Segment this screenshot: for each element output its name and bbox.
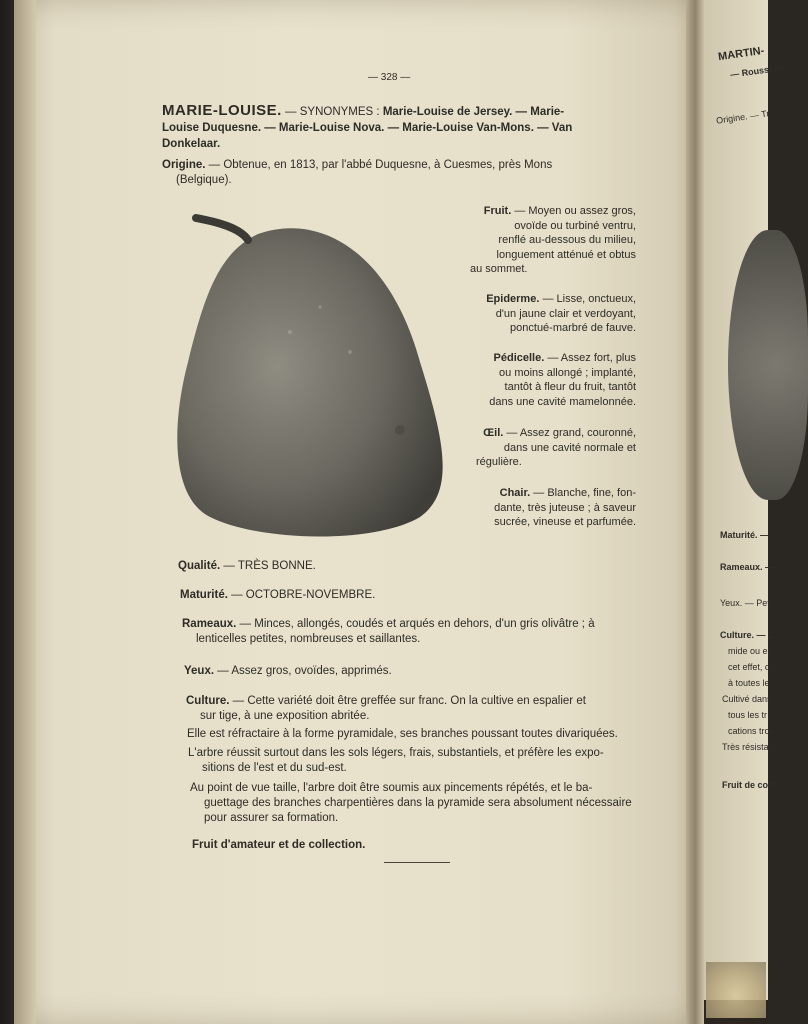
origine-label: Origine.: [162, 159, 206, 171]
culture-label: Culture.: [186, 695, 230, 707]
oeil-description: [450, 426, 636, 470]
rameaux-line-1: — Minces, allongés, coudés et arqués en dehors, d'un gris olivâtre ; à: [236, 618, 595, 630]
oeil-line: régulière.: [476, 456, 522, 468]
next-page-culture-label: Culture. — L: [720, 630, 774, 640]
next-page-origine: Origine. — Tr: [715, 108, 770, 126]
fruit-line: renflé au-dessous du milieu,: [498, 234, 636, 246]
next-page-culture-line: mide ou en: [728, 646, 773, 656]
oeil-label: Œil.: [483, 427, 504, 439]
end-rule: [384, 862, 450, 863]
synonyms-line-3: Donkelaar.: [162, 138, 221, 150]
next-page-title: MARTIN-: [717, 44, 766, 64]
pedicelle-description: [450, 351, 636, 409]
culture-p4-line-2: guettage des branches charpentières dans la pyramide sera absolument nécessaire: [204, 797, 632, 809]
pedicelle-line: ou moins allongé ; implanté,: [499, 366, 636, 379]
fruit-line: — Moyen ou assez gros,: [511, 205, 636, 217]
rameaux-line-2: lenticelles petites, nombreuses et saillantes.: [196, 633, 421, 645]
next-page-culture-line: cet effet, o: [728, 662, 770, 672]
origine-line-2: (Belgique).: [176, 174, 232, 186]
book-page-right: [704, 0, 785, 1000]
next-page-fruit: Fruit de com: [722, 780, 777, 790]
maturite-text: — OCTOBRE-NOVEMBRE.: [227, 589, 376, 601]
entry-header: [162, 103, 622, 152]
next-page-yeux: Yeux. — Peti: [720, 598, 772, 608]
rameaux-paragraph: [182, 617, 642, 647]
epiderme-line: ponctué-marbré de fauve.: [510, 322, 636, 334]
fruit-line: ovoïde ou turbiné ventru,: [514, 219, 636, 232]
chair-line: — Blanche, fine, fon-: [530, 487, 636, 499]
page-number: — 328 —: [368, 72, 411, 83]
yeux-text: — Assez gros, ovoïdes, apprimés.: [214, 665, 392, 677]
culture-line-2: sur tige, à une exposition abritée.: [200, 710, 370, 722]
next-page-culture-line: Très résistan: [722, 742, 774, 752]
chair-line: dante, très juteuse ; à saveur: [494, 501, 636, 514]
fruit-description: [450, 204, 636, 277]
pear-illustration: [170, 212, 460, 542]
next-page-maturite: Maturité. —: [720, 530, 770, 540]
entry-title: MARIE-LOUISE.: [162, 102, 282, 119]
page-edge: [14, 0, 36, 1024]
qualite-label: Qualité.: [178, 560, 221, 572]
pedicelle-line: dans une cavité mamelonnée.: [489, 395, 636, 408]
fruit-label: Fruit.: [483, 205, 512, 217]
origine-line-1: — Obtenue, en 1813, par l'abbé Duquesne, à Cuesmes, près Mons: [205, 159, 553, 171]
maturite-label: Maturité.: [180, 589, 228, 601]
fruit-line: au sommet.: [470, 263, 528, 275]
oeil-line: — Assez grand, couronné,: [503, 427, 636, 439]
rameaux-label: Rameaux.: [182, 618, 237, 630]
next-page-subtitle: — Rousselet: [729, 62, 785, 80]
yeux-line: [184, 664, 392, 679]
culture-p4-line-3: pour assurer sa formation.: [204, 812, 339, 824]
oeil-line: dans une cavité normale et: [503, 441, 636, 454]
qualite-line: [178, 559, 316, 574]
epiderme-description: [450, 292, 636, 336]
culture-paragraph-3: [188, 746, 648, 776]
chair-line: sucrée, vineuse et parfumée.: [494, 516, 636, 528]
next-page-pear-illustration: [728, 230, 808, 500]
culture-paragraph-4: [190, 781, 650, 826]
epiderme-line: — Lisse, onctueux,: [539, 293, 636, 305]
pedicelle-label: Pédicelle.: [493, 352, 545, 364]
next-page-culture-line: cations trop: [728, 726, 775, 736]
culture-paragraph: [186, 694, 646, 724]
culture-p3-line-1: L'arbre réussit surtout dans les sols légers, frais, substantiels, et préfère les expo-: [188, 747, 604, 759]
culture-p3-line-2: sitions de l'est et du sud-est.: [202, 762, 347, 774]
closing-line: Fruit d'amateur et de collection.: [192, 839, 366, 851]
qualite-text: — TRÈS BONNE.: [220, 560, 316, 572]
epiderme-label: Epiderme.: [486, 293, 540, 305]
pedicelle-line: tantôt à fleur du fruit, tantôt: [504, 381, 636, 393]
chair-label: Chair.: [499, 487, 531, 499]
maturite-line: [180, 588, 375, 603]
synonyms-label: — SYNONYMES :: [285, 106, 380, 118]
yeux-label: Yeux.: [184, 665, 215, 677]
next-page-culture-line: Cultivé dans: [722, 694, 772, 704]
next-page-culture-line: à toutes le: [728, 678, 770, 688]
synonyms-line-2: Louise Duquesne. — Marie-Louise Nova. — Marie-Louise Van-Mons. — Van: [162, 122, 573, 134]
origine-paragraph: [162, 158, 622, 188]
fruit-line: longuement atténué et obtus: [496, 248, 636, 261]
culture-p4-line-1: Au point de vue taille, l'arbre doit être soumis aux pincements répétés, et le ba-: [190, 782, 593, 794]
corner-thumbnail: [706, 962, 766, 1018]
pedicelle-line: — Assez fort, plus: [544, 352, 636, 364]
book-gutter: [686, 0, 704, 1024]
synonyms-line-1: Marie-Louise de Jersey. — Marie-: [382, 106, 565, 118]
epiderme-line: d'un jaune clair et verdoyant,: [495, 307, 636, 320]
culture-paragraph-2: Elle est réfractaire à la forme pyramidale, ses branches poussant toutes divariquées.: [187, 728, 618, 740]
culture-line-1: — Cette variété doit être greffée sur franc. On la cultive en espalier et: [229, 695, 586, 707]
next-page-culture-line: tous les tr: [728, 710, 768, 720]
next-page-rameaux: Rameaux. —: [720, 562, 775, 572]
chair-description: [450, 486, 636, 530]
